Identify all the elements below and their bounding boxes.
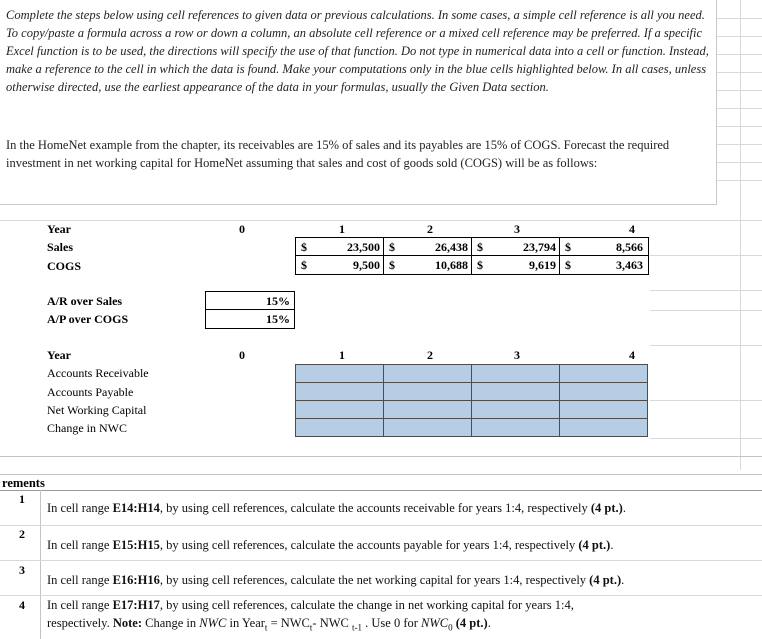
cell-border [206, 309, 294, 310]
input-cell-h16[interactable] [559, 400, 648, 419]
sales-year-4: 8,566 [616, 240, 643, 254]
grid-line [716, 144, 762, 145]
req-text-part: Change in [141, 616, 200, 630]
requirement-1 [47, 500, 626, 517]
input-cell-g16[interactable] [471, 400, 560, 419]
req-text-part: In cell range [47, 573, 113, 587]
year-0: 0 [239, 222, 245, 236]
req-text-part: In cell range [47, 538, 113, 552]
ap-row-label: Accounts Payable [47, 385, 134, 399]
grid-line [716, 108, 762, 109]
points: (4 pt.) [590, 501, 623, 515]
input-cell-h17[interactable] [559, 418, 648, 437]
change-nwc-row-label: Change in NWC [47, 421, 127, 435]
grid-line [650, 400, 762, 401]
grid-line [716, 18, 762, 19]
cogs-year-2: 10,688 [435, 258, 468, 272]
cell-range: E14:H14 [112, 501, 160, 515]
req-text-part: , by using cell references, calculate the accounts payable for years 1:4, respectively [159, 538, 579, 552]
requirement-3 [47, 572, 624, 589]
cogs-year-1: 9,500 [353, 258, 380, 272]
req-text-part: = NWC [267, 616, 310, 630]
cogs-year-4: 3,463 [616, 258, 643, 272]
ar-ratio: 15% [266, 294, 290, 308]
input-cell-f15[interactable] [383, 382, 472, 401]
input-cell-g15[interactable] [471, 382, 560, 401]
grid-line [40, 490, 41, 639]
grid-line [0, 220, 762, 221]
ar-label: A/R over Sales [47, 294, 123, 308]
req-text-part: In cell range [47, 598, 113, 612]
currency-symbol: $ [389, 258, 395, 272]
requirement-number: 4 [19, 598, 25, 612]
req-text-part: NWC [421, 616, 449, 630]
currency-symbol: $ [477, 258, 483, 272]
grid-line [716, 126, 762, 127]
sales-year-1: 23,500 [347, 240, 380, 254]
requirements-header: rements [2, 476, 45, 490]
calc-year-2: 2 [427, 348, 433, 362]
grid-line [0, 456, 762, 457]
requirement-4-line-1 [47, 597, 574, 614]
currency-symbol: $ [301, 258, 307, 272]
grid-line [0, 595, 762, 596]
year-label: Year [47, 222, 71, 236]
currency-symbol: $ [301, 240, 307, 254]
currency-symbol: $ [389, 240, 395, 254]
req-text-part: - NWC [312, 616, 352, 630]
points: (4 pt.) [589, 573, 622, 587]
currency-symbol: $ [477, 240, 483, 254]
input-cell-e14[interactable] [295, 364, 384, 383]
cell-range: E15:H15 [112, 538, 160, 552]
sales-label: Sales [47, 240, 74, 254]
year-3: 3 [514, 222, 520, 236]
input-cell-g17[interactable] [471, 418, 560, 437]
calc-year-0: 0 [239, 348, 245, 362]
cell-border [559, 238, 560, 274]
requirement-number: 3 [19, 563, 25, 577]
requirement-4-line-2 [47, 615, 491, 637]
points: (4 pt.) [578, 538, 611, 552]
year-4: 4 [629, 222, 635, 236]
cell-border [296, 255, 648, 256]
input-cell-g14[interactable] [471, 364, 560, 383]
cell-range: E16:H16 [112, 573, 160, 587]
grid-line [0, 490, 762, 491]
grid-line [716, 54, 762, 55]
currency-symbol: $ [565, 240, 571, 254]
input-cell-f14[interactable] [383, 364, 472, 383]
currency-symbol: $ [565, 258, 571, 272]
req-text-part: . [621, 573, 625, 587]
sales-year-3: 23,794 [523, 240, 556, 254]
grid-line [650, 438, 762, 439]
req-text-part: NWC [199, 616, 227, 630]
req-text-part: in Year [226, 616, 265, 630]
instructions-text: Complete the steps below using cell references to given data or previous calculations. In some cases, a simple cell reference is all you need. To copy/paste a formula across a row or down a column, an absolute cell reference or a mixed cell reference may be preferred. If a specific Excel function is to be used, the directions will specify the use of that function. Do not type in numerical data into a cell or function. Instead, make a reference to the cell in which the data is found. Make your computations only in the blue cells highlighted below. In all cases, unless otherwise directed, use the earliest appearance of the data in your formulas, usually the Given Data section. [6, 8, 709, 94]
cogs-year-3: 9,619 [529, 258, 556, 272]
requirement-2 [47, 537, 613, 554]
grid-line [716, 72, 762, 73]
grid-line [716, 36, 762, 37]
grid-line [716, 162, 762, 163]
grid-line [0, 474, 762, 475]
input-cell-h15[interactable] [559, 382, 648, 401]
input-cell-e17[interactable] [295, 418, 384, 437]
req-text-part: , by using cell references, calculate the change in net working capital for years 1:4, [159, 598, 574, 612]
req-text-part: . [610, 538, 614, 552]
req-text-part: , by using cell references, calculate the net working capital for years 1:4, respectively [159, 573, 590, 587]
req-text-part: . [622, 501, 626, 515]
grid-line [716, 90, 762, 91]
cell-border [383, 238, 384, 274]
grid-line [650, 255, 762, 256]
requirement-number: 1 [19, 492, 25, 506]
input-cell-e15[interactable] [295, 382, 384, 401]
req-text-part: . Use 0 for [362, 616, 422, 630]
grid-line [650, 290, 762, 291]
year-1: 1 [339, 222, 345, 236]
subscript: t-1 [352, 622, 362, 633]
req-text-part: respectively. [47, 616, 113, 630]
req-text-part: , by using cell references, calculate the accounts receivable for years 1:4, respectively [159, 501, 591, 515]
cogs-label: COGS [47, 259, 82, 273]
cell-border [471, 238, 472, 274]
calc-year-label: Year [47, 348, 71, 362]
input-cell-e16[interactable] [295, 400, 384, 419]
ap-ratio: 15% [266, 312, 290, 326]
nwc-row-label: Net Working Capital [47, 403, 147, 417]
calc-year-1: 1 [339, 348, 345, 362]
sales-year-2: 26,438 [435, 240, 468, 254]
calc-year-4: 4 [629, 348, 635, 362]
requirement-number: 2 [19, 527, 25, 541]
calc-year-3: 3 [514, 348, 520, 362]
year-2: 2 [427, 222, 433, 236]
instructions-box [0, 0, 717, 205]
input-cell-f16[interactable] [383, 400, 472, 419]
subscript: 0 [448, 622, 453, 633]
ar-row-label: Accounts Receivable [47, 366, 149, 380]
grid-line [650, 310, 762, 311]
input-cell-f17[interactable] [383, 418, 472, 437]
grid-line [716, 180, 762, 181]
subscript: t [264, 622, 268, 633]
points: (4 pt.) [455, 616, 488, 630]
req-text-part: . [487, 616, 491, 630]
problem-statement: In the HomeNet example from the chapter, its receivables are 15% of sales and its payables are 15% of COGS. Forecast the required investment in net working capital for HomeNet assuming that sales and cost of goods sold (COGS) will be as follows: [6, 138, 670, 170]
req-text-part: In cell range [47, 501, 113, 515]
input-cell-h14[interactable] [559, 364, 648, 383]
note-label: Note: [112, 616, 142, 630]
grid-line [0, 560, 762, 561]
ap-label: A/P over COGS [47, 312, 129, 326]
cell-range: E17:H17 [112, 598, 160, 612]
subscript: t [309, 622, 313, 633]
grid-line [0, 525, 762, 526]
grid-line [650, 345, 762, 346]
